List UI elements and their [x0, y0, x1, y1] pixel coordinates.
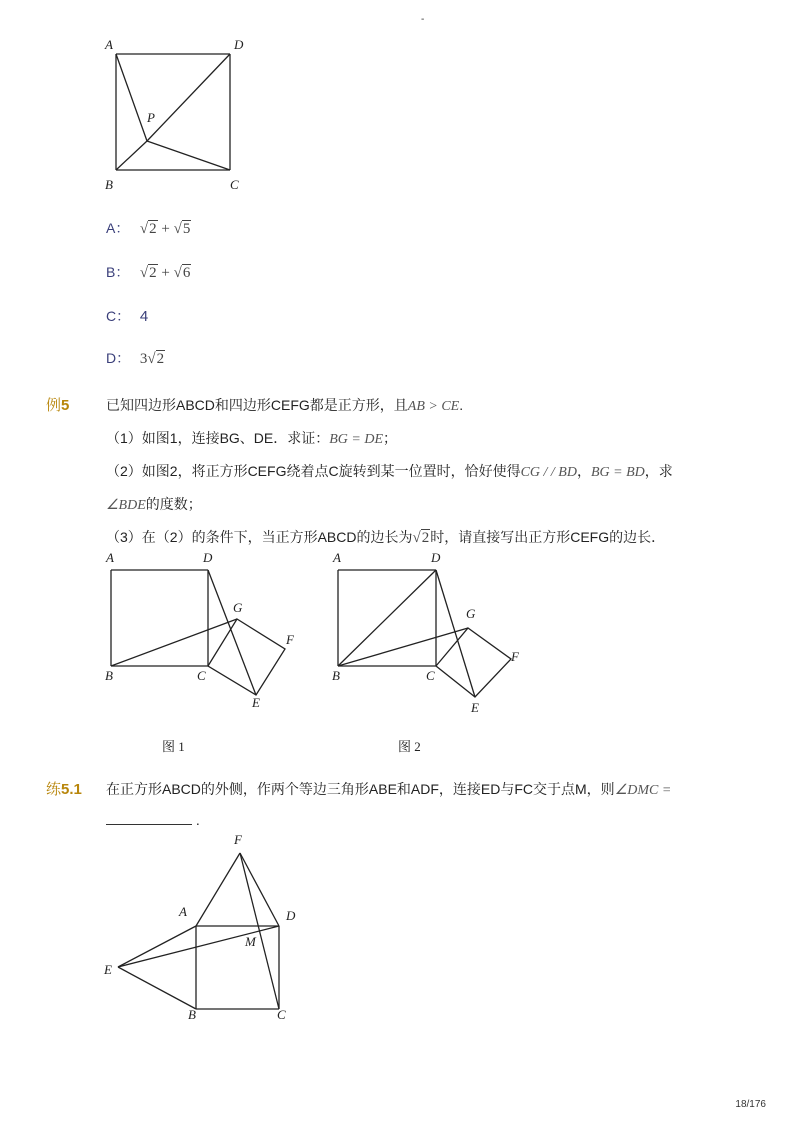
square-cgfe	[436, 628, 511, 697]
label-f: F	[234, 832, 242, 847]
segment-dp	[147, 54, 230, 141]
label-g: G	[466, 606, 476, 621]
example-5-q2-line2: ∠BDE的度数；	[106, 496, 202, 513]
label-a: A	[333, 550, 341, 565]
label-f: F	[511, 649, 519, 664]
option-b-label: B：	[106, 264, 130, 280]
square-abcd-point-p-figure	[100, 34, 260, 199]
example-5-q3: （3）在（2）的条件下，当正方形ABCD的边长为√2时，请直接写出正方形CEFG的边长．	[106, 529, 666, 546]
option-c-label: C：	[106, 308, 131, 324]
example-5-label: 例5	[46, 397, 70, 414]
label-a: A	[106, 550, 114, 565]
option-d[interactable]	[106, 348, 165, 368]
figure-1-squares	[100, 548, 310, 718]
figure-1-caption: 图 1	[162, 739, 185, 754]
label-a: A	[105, 37, 113, 52]
segment-bg	[111, 619, 237, 666]
option-d-value: 3√2	[139, 351, 165, 367]
page-number: 18/176	[735, 1099, 766, 1110]
answer-blank[interactable]	[106, 812, 192, 825]
example-5-q1: （1）如图1，连接BG、DE．求证：BG = DE；	[106, 430, 398, 447]
figure-2-squares	[326, 548, 536, 723]
answer-blank-line[interactable]: .	[106, 812, 200, 828]
square-cgfe	[208, 619, 285, 695]
exercise-5-1-label: 练5.1	[46, 781, 82, 798]
label-d: D	[203, 550, 213, 565]
label-b: B	[332, 668, 340, 683]
option-c-value: 4	[139, 308, 149, 325]
label-e: E	[104, 962, 112, 977]
option-d-label: D：	[106, 350, 131, 366]
option-b-value: √2 + √6	[139, 265, 191, 281]
label-c: C	[277, 1007, 286, 1022]
exercise-5-1-text: 在正方形ABCD的外侧，作两个等边三角形ABE和ADF，连接ED与FC交于点M，则∠DMC =	[106, 781, 672, 798]
top-mark: -	[421, 14, 425, 25]
segment-fc	[240, 853, 279, 1009]
option-c[interactable]	[106, 306, 148, 326]
segment-eb	[118, 967, 196, 1009]
label-d: D	[234, 37, 244, 52]
option-a[interactable]	[106, 218, 191, 238]
label-c: C	[197, 668, 206, 683]
square-with-equilateral-triangles-figure	[100, 828, 320, 1028]
example-5-intro: 已知四边形ABCD和四边形CEFG都是正方形，且AB > CE.	[106, 397, 464, 414]
segment-df	[240, 853, 279, 926]
segment-de	[436, 570, 475, 697]
label-e: E	[471, 700, 479, 715]
segment-bp	[116, 141, 147, 170]
label-b: B	[188, 1007, 196, 1022]
label-d: D	[431, 550, 441, 565]
label-c: C	[230, 177, 239, 192]
segment-af	[196, 853, 240, 926]
label-a: A	[179, 904, 187, 919]
segment-de	[208, 570, 256, 695]
option-a-value: √2 + √5	[139, 221, 191, 237]
label-m: M	[245, 934, 256, 949]
segment-ap	[116, 54, 147, 141]
label-d: D	[286, 908, 296, 923]
label-p: P	[147, 110, 155, 125]
option-b[interactable]	[106, 262, 191, 282]
segment-cp	[147, 141, 230, 170]
option-a-label: A：	[106, 220, 130, 236]
label-f: F	[286, 632, 294, 647]
segment-ea	[118, 926, 196, 967]
example-5-q2: （2）如图2，将正方形CEFG绕着点C旋转到某一位置时，恰好使得CG / / BD，BG = BD，求	[106, 463, 673, 480]
label-b: B	[105, 668, 113, 683]
label-e: E	[252, 695, 260, 710]
label-g: G	[233, 600, 243, 615]
figure-2-caption: 图 2	[398, 739, 421, 754]
label-c: C	[426, 668, 435, 683]
label-b: B	[105, 177, 113, 192]
